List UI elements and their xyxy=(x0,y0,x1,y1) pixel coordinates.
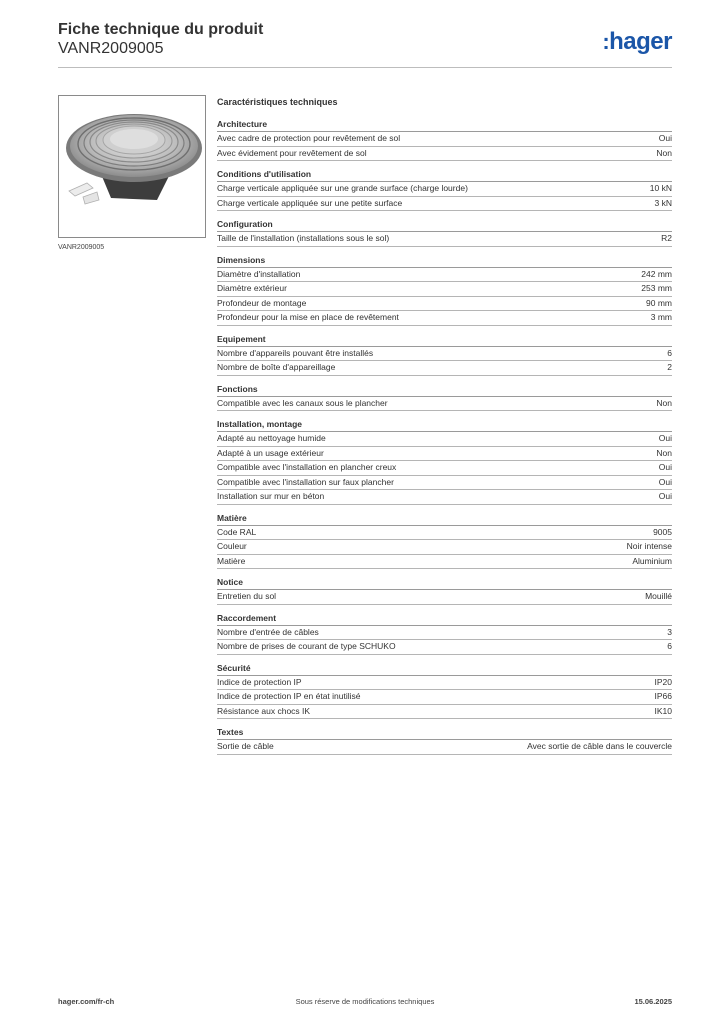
spec-label: Charge verticale appliquée sur une petite surface xyxy=(217,197,403,208)
spec-value: Noir intense xyxy=(626,541,672,551)
spec-label: Avec évidement pour revêtement de sol xyxy=(217,147,367,158)
spec-label: Nombre d'appareils pouvant être installés xyxy=(217,347,374,358)
spec-sections xyxy=(217,119,672,755)
spec-label: Taille de l'installation (installations sous le sol) xyxy=(217,233,390,243)
image-caption: VANR2009005 xyxy=(58,244,105,251)
spec-value: IK10 xyxy=(654,705,672,716)
spec-value: Oui xyxy=(658,133,672,143)
spec-value: Oui xyxy=(658,476,672,487)
spec-label: Entretien du sol xyxy=(217,591,277,601)
section-title: Architecture xyxy=(217,119,672,132)
page-title: Fiche technique du produit xyxy=(58,21,264,38)
spec-row xyxy=(217,447,672,462)
spec-row xyxy=(217,640,672,655)
spec-row xyxy=(217,676,672,691)
spec-row xyxy=(217,147,672,162)
section-title: Equipement xyxy=(217,334,672,347)
spec-value: Avec sortie de câble dans le couvercle xyxy=(527,741,672,751)
spec-label: Installation sur mur en béton xyxy=(217,491,325,501)
spec-row xyxy=(217,555,672,570)
spec-value: 2 xyxy=(667,362,672,372)
spec-row xyxy=(217,311,672,326)
spec-row xyxy=(217,705,672,720)
spec-section xyxy=(217,419,672,505)
spec-label: Nombre d'entrée de câbles xyxy=(217,626,319,637)
section-title: Matière xyxy=(217,513,672,526)
spec-row xyxy=(217,282,672,297)
spec-section xyxy=(217,219,672,247)
section-title: Configuration xyxy=(217,219,672,232)
spec-section xyxy=(217,727,672,755)
spec-label: Charge verticale appliquée sur une grande surface (charge lourde) xyxy=(217,183,468,193)
spec-row xyxy=(217,540,672,555)
spec-label: Profondeur pour la mise en place de revêtement xyxy=(217,312,399,322)
product-code: VANR2009005 xyxy=(58,40,164,57)
spec-value: 9005 xyxy=(653,526,672,537)
footer-disclaimer: Sous réserve de modifications techniques xyxy=(295,997,435,1006)
section-title: Conditions d'utilisation xyxy=(217,169,672,182)
spec-value: IP20 xyxy=(654,676,672,687)
spec-label: Résistance aux chocs IK xyxy=(217,705,311,716)
spec-label: Profondeur de montage xyxy=(217,297,307,308)
spec-row xyxy=(217,432,672,447)
spec-row xyxy=(217,740,672,755)
spec-row xyxy=(217,626,672,641)
spec-value: 90 mm xyxy=(646,297,672,308)
section-title: Fonctions xyxy=(217,384,672,397)
spec-section xyxy=(217,663,672,720)
section-title: Notice xyxy=(217,577,672,590)
spec-label: Indice de protection IP xyxy=(217,676,302,687)
spec-label: Matière xyxy=(217,555,246,566)
spec-value: 3 xyxy=(667,626,672,637)
spec-value: Non xyxy=(656,447,672,458)
spec-section xyxy=(217,169,672,211)
footer-website: hager.com/fr-ch xyxy=(58,997,115,1006)
spec-label: Nombre de prises de courant de type SCHUKO xyxy=(217,641,396,651)
spec-row xyxy=(217,476,672,491)
document-header xyxy=(58,20,672,58)
footer-date: 15.06.2025 xyxy=(634,997,672,1006)
spec-label: Compatible avec l'installation en plancher creux xyxy=(217,462,397,472)
spec-value: 253 mm xyxy=(641,283,672,293)
section-title: Sécurité xyxy=(217,663,672,676)
spec-row xyxy=(217,526,672,541)
spec-label: Diamètre extérieur xyxy=(217,283,287,293)
spec-section xyxy=(217,255,672,326)
spec-value: Mouillé xyxy=(645,591,672,601)
spec-row xyxy=(217,297,672,312)
section-title: Textes xyxy=(217,727,672,740)
floor-box-illustration xyxy=(59,96,205,237)
section-title: Installation, montage xyxy=(217,419,672,432)
hager-logo: :hager xyxy=(602,28,672,55)
spec-row xyxy=(217,132,672,147)
spec-section xyxy=(217,577,672,605)
spec-row xyxy=(217,347,672,362)
spec-label: Indice de protection IP en état inutilisé xyxy=(217,691,361,701)
spec-value: 3 kN xyxy=(654,197,672,208)
spec-value: Non xyxy=(656,397,672,408)
section-title: Dimensions xyxy=(217,255,672,268)
spec-value: Oui xyxy=(658,433,672,443)
spec-row xyxy=(217,182,672,197)
spec-section xyxy=(217,119,672,161)
spec-row xyxy=(217,590,672,605)
spec-row xyxy=(217,232,672,247)
section-title: Raccordement xyxy=(217,613,672,626)
logo-text: hager xyxy=(609,28,672,55)
spec-label: Compatible avec l'installation sur faux plancher xyxy=(217,476,394,487)
spec-value: Oui xyxy=(658,462,672,472)
specs-title: Caractéristiques techniques xyxy=(217,97,338,107)
spec-label: Couleur xyxy=(217,541,247,551)
spec-section xyxy=(217,513,672,570)
spec-value: Oui xyxy=(658,491,672,501)
spec-label: Diamètre d'installation xyxy=(217,268,301,279)
spec-row xyxy=(217,361,672,376)
spec-value: 3 mm xyxy=(650,312,672,322)
spec-label: Adapté au nettoyage humide xyxy=(217,433,326,443)
spec-row xyxy=(217,397,672,412)
spec-section xyxy=(217,334,672,376)
header-divider xyxy=(58,67,672,68)
spec-label: Compatible avec les canaux sous le plancher xyxy=(217,397,388,408)
spec-label: Avec cadre de protection pour revêtement de sol xyxy=(217,133,401,143)
spec-label: Code RAL xyxy=(217,526,257,537)
spec-row xyxy=(217,268,672,283)
spec-section xyxy=(217,384,672,412)
spec-row xyxy=(217,461,672,476)
spec-row xyxy=(217,490,672,505)
spec-row xyxy=(217,197,672,212)
product-image xyxy=(58,95,206,238)
spec-label: Nombre de boîte d'appareillage xyxy=(217,362,336,372)
spec-value: 242 mm xyxy=(641,268,672,279)
spec-value: Aluminium xyxy=(632,555,672,566)
spec-value: Non xyxy=(656,147,672,158)
spec-row xyxy=(217,690,672,705)
spec-value: R2 xyxy=(661,233,672,243)
spec-section xyxy=(217,613,672,655)
spec-value: IP66 xyxy=(654,691,672,701)
spec-value: 10 kN xyxy=(649,183,672,193)
spec-value: 6 xyxy=(667,641,672,651)
spec-value: 6 xyxy=(667,347,672,358)
spec-label: Sortie de câble xyxy=(217,741,274,751)
spec-label: Adapté à un usage extérieur xyxy=(217,447,324,458)
specifications xyxy=(217,96,672,763)
